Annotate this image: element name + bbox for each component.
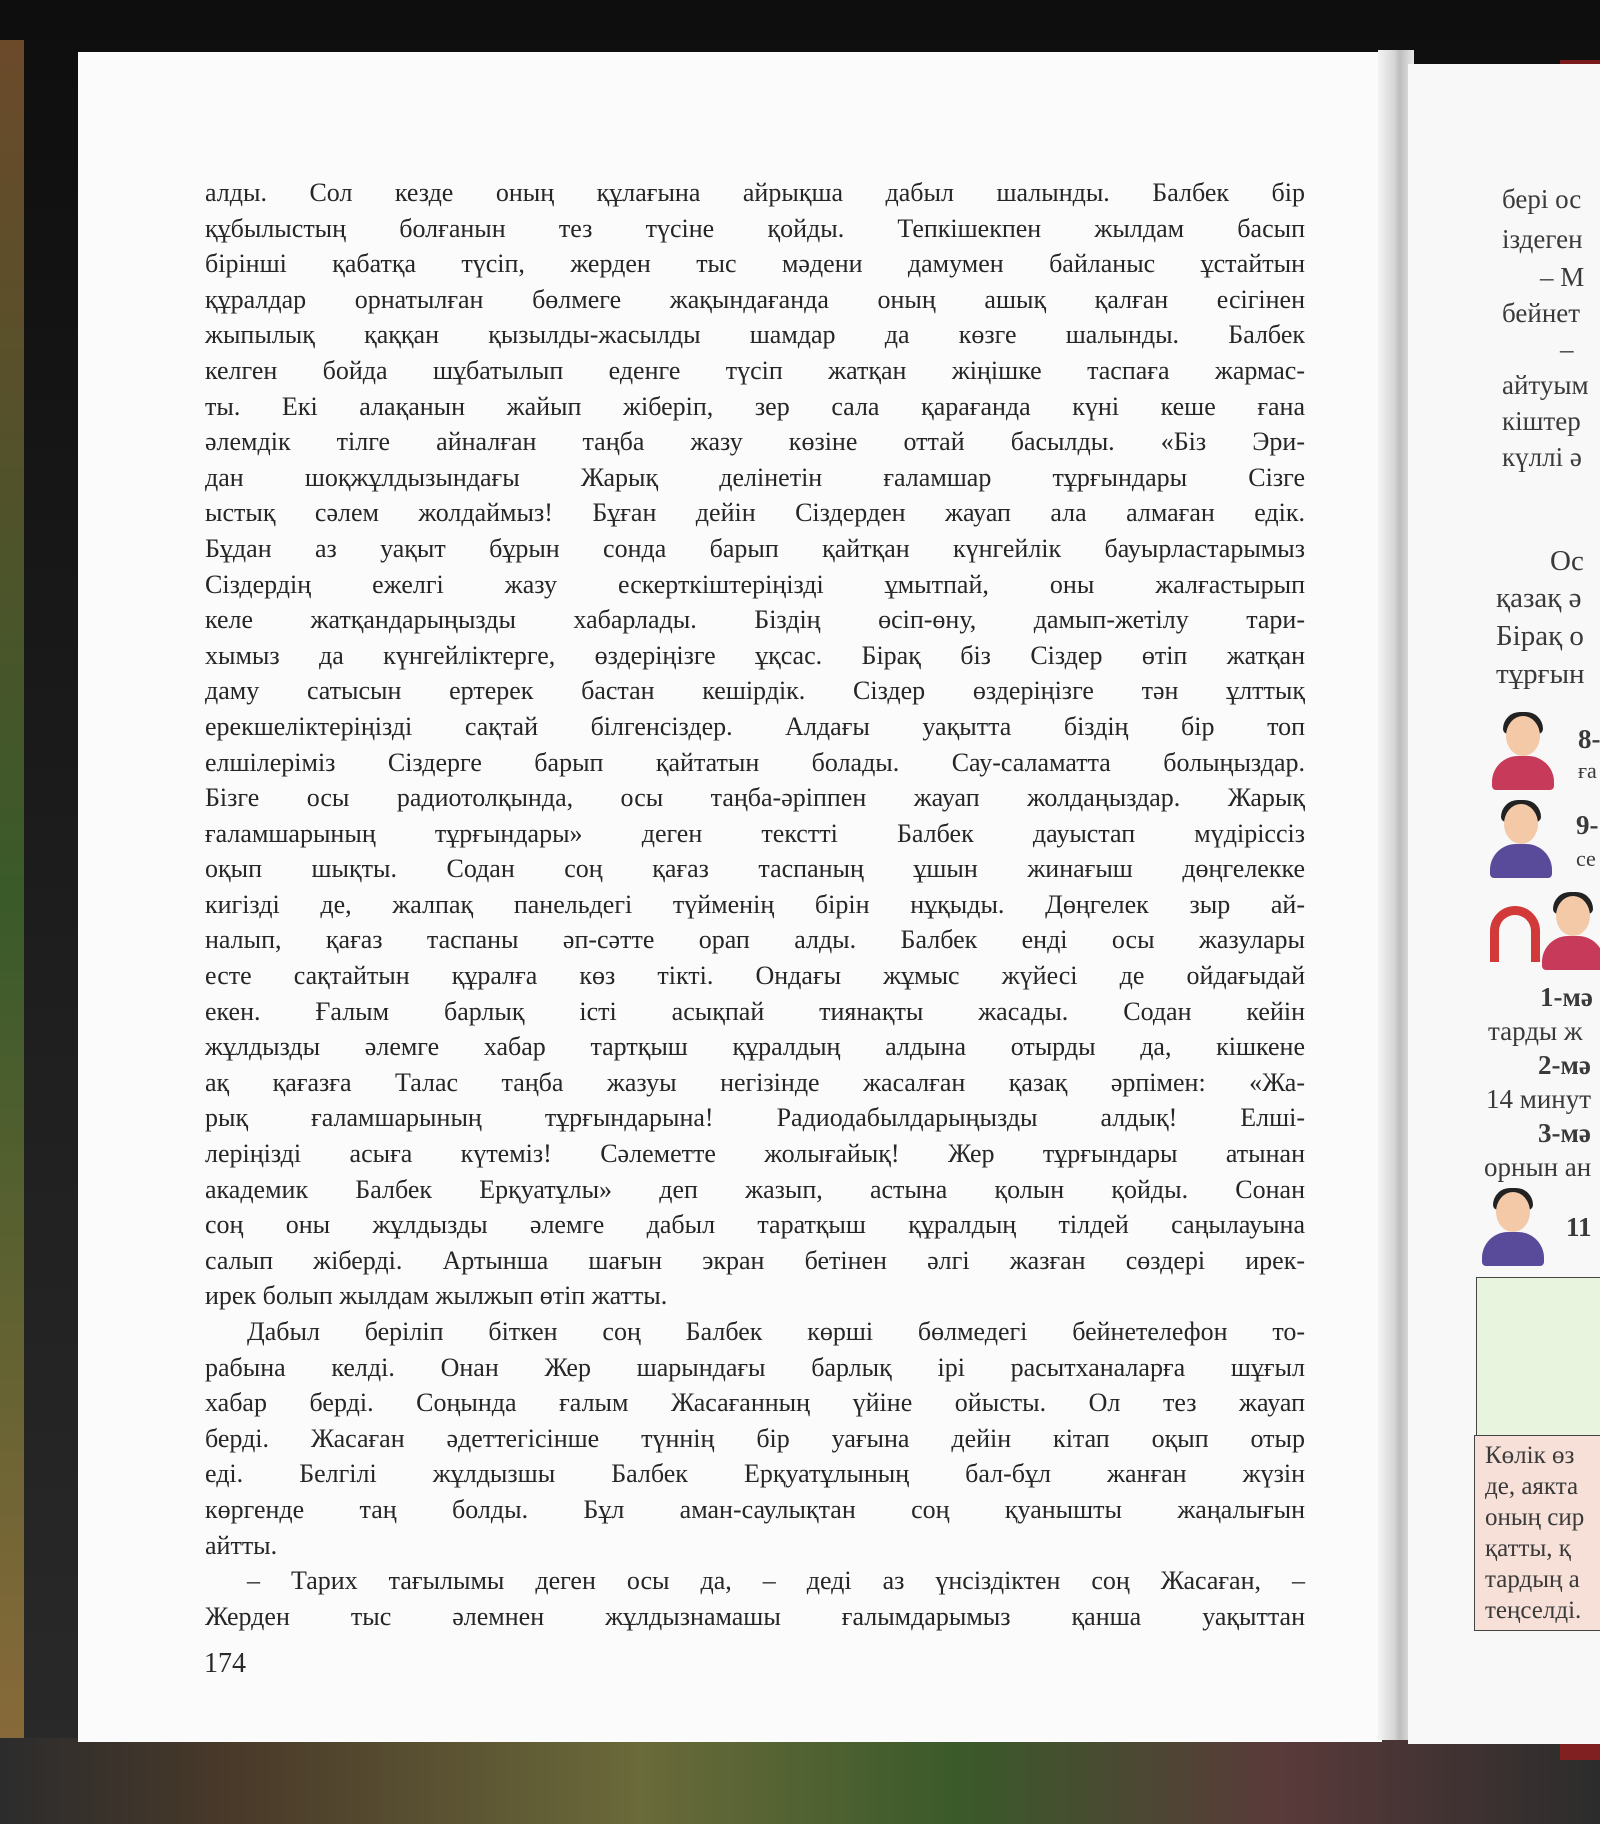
text-line: академик Балбек Ерқуатұлы» деп жазып, астына қолын қойды. Сонан [205,1174,1305,1204]
girl-avatar-icon [1490,712,1556,790]
text-line: еді. Белгілі жұлдызшы Балбек Ерқуатұлының бал-бұл жанған жүзін [205,1459,1305,1489]
right-text-line: кіштер [1502,406,1581,436]
task-label: 1-мә [1540,982,1593,1012]
info-box-pink [1474,1435,1600,1631]
text-line: ты. Екі алақанын жайып жіберіп, зер сала қарағанда күні кеше ғана [205,391,1305,421]
text-line: Бұдан аз уақыт бұрын сонда барып қайтқан күнгейлік бауырластарымыз [205,533,1305,563]
right-text-line: – М [1540,262,1585,292]
text-line: келген бойда шұбатылып еденге түсіп жатқан жіңішке таспаға жармас- [205,355,1305,385]
text-line: құбылыстың болғанын тез түсіне қойды. Тепкішекпен жылдам басып [205,213,1305,243]
text-line: хабар берді. Соңында ғалым Жасағанның үйіне ойысты. Ол тез жауап [205,1388,1305,1418]
book-cover-edge-bottom [0,1738,1600,1824]
task-number: 8- [1578,724,1600,754]
text-line: оқып шықты. Содан соң қағаз таспаның ұшын жинағыш дөңгелекке [205,854,1305,884]
text-line: алды. Сол кезде оның құлағына айрықша дабыл шалынды. Балбек бір [205,178,1305,207]
right-text-line: іздеген [1502,224,1583,254]
text-line: кигізді де, жалпақ панельдегі түйменің бірін нұқыды. Дөңгелек зыр ай- [205,889,1305,919]
right-text-line: Ос [1550,545,1584,577]
info-box-green [1476,1277,1600,1437]
text-line: даму сатысын ертерек бастан кешірдік. Сіздер өздеріңізге тән ұлттық [205,676,1305,706]
box-text-line: Көлік өз [1485,1442,1575,1469]
task-text: ға [1578,758,1597,783]
text-line: ақ қағазға Талас таңба жазуы негізінде жасалған қазақ әрпімен: «Жа- [205,1067,1305,1097]
page-number: 174 [204,1648,246,1679]
task-text: се [1576,846,1596,871]
text-line: налып, қағаз таспаны әп-сәтте орап алды. Балбек енді осы жазулары [205,925,1305,955]
text-line: елшілеріміз Сіздерге барып қайтатын болады. Сау-саламатта болыңыздар. [205,747,1305,777]
text-line: рабына келді. Онан Жер шарындағы барлық ірі расытханаларға шұғыл [205,1352,1305,1382]
right-text-line: тұрғын [1496,658,1585,690]
text-line: хымыз да күнгейліктерге, өздеріңізге ұқсас. Бірақ біз Сіздер өтіп жатқан [205,640,1305,670]
main-text-body [205,175,1305,1634]
text-line: Сіздердің ежелгі жазу ескерткіштеріңізді ұмытпай, оны жалғастырып [205,569,1305,599]
right-text-line: – [1560,334,1574,364]
text-line: ерекшеліктеріңізді сақтай білгенсіздер. Алдағы уақытта біздің бір топ [205,711,1305,741]
right-text-line: айтуым [1502,370,1589,400]
box-text-line: де, аякта [1485,1473,1579,1500]
text-line: жыпылық қаққан қызылды-жасылды шамдар да көзге шалынды. Балбек [205,320,1305,350]
text-line: ыстық сәлем жолдаймыз! Бұған дейін Сіздерден жауап ала алмаған едік. [205,498,1305,528]
text-line: Жерден тыс әлемнен жұлдызнамашы ғалымдарымыз қанша уақыттан [205,1601,1305,1631]
text-line: салып жіберді. Артынша шағын экран бетінен әлгі жазған сөздері ирек- [205,1245,1305,1275]
text-line: әлемдік тілге айналған таңба жазу көзіне оттай басылды. «Біз Эри- [205,427,1305,457]
text-line: Дабыл беріліп біткен соң Балбек көрші бөлмедегі бейнетелефон то- [247,1317,1305,1346]
boy-avatar-icon [1480,1188,1546,1266]
task-label: 2-мә [1538,1050,1591,1080]
task-label: 3-мә [1538,1118,1591,1148]
text-line: – Тарих тағылымы деген осы да, – деді аз үнсіздіктен соң Жасаған, – [247,1566,1305,1596]
task-text: 14 минут [1486,1084,1592,1114]
text-line: рық ғаламшарының тұрғындарына! Радиодабылдарыңызды алдық! Елші- [205,1103,1305,1133]
book-cover-edge-left [0,40,24,1760]
right-text-line: қазақ ә [1496,582,1582,614]
text-line: жұлдызды әлемге хабар тартқыш құралдың алдына отырды да, кішкене [205,1032,1305,1062]
text-line: көргенде таң болды. Бұл аман-саулықтан соң қуанышты жаңалығын [205,1494,1305,1524]
boy-avatar-icon [1488,800,1554,878]
task-text: тарды ж [1488,1016,1583,1046]
task-number: 9- [1576,810,1599,840]
text-line: есте сақтайтын құралға көз тікті. Ондағы жұмыс жүйесі де ойдағыдай [205,961,1305,991]
box-text-line: оның сир [1485,1504,1585,1531]
girl-avatar-icon [1540,892,1600,970]
task-number: 11 [1566,1212,1592,1242]
text-line: ирек болып жылдам жылжып өтіп жатты. [205,1281,668,1311]
text-line: екен. Ғалым барлық істі асықпай тиянақты жасады. Содан кейін [205,996,1305,1026]
text-line: берді. Жасаған әдеттегісінше түннің бір уағына дейін кітап оқып отыр [205,1423,1305,1453]
text-line: құралдар орнатылған бөлмеге жақындағанда оның ашық қалған есігінен [205,284,1305,314]
box-text-line: тардың а [1485,1566,1580,1593]
text-line: бірінші қабатқа түсіп, жерден тыс мәдени дамумен байланыс ұстайтын [205,249,1305,279]
task-text: орнын ан [1484,1152,1592,1182]
text-line: келе жатқандарыңызды хабарлады. Біздің өсіп-өну, дамып-жетілу тари- [205,605,1305,635]
right-text-line: бейнет [1502,298,1581,328]
box-text-line: қатты, қ [1485,1535,1571,1562]
box-text-line: теңселді. [1485,1597,1582,1624]
right-text-line: күллі ә [1502,442,1582,472]
right-text-line: Бірақ о [1496,620,1584,652]
text-line: ғаламшарының тұрғындары» деген текстті Балбек дауыстап мүдіріссіз [205,818,1305,848]
text-line: айтты. [205,1530,278,1560]
text-line: Бізге осы радиотолқында, осы таңба-әріппен жауап жолдаңыздар. Жарық [205,783,1305,813]
text-line: леріңізді асыға күтеміз! Сәлеметте жолығайық! Жер тұрғындары атынан [205,1139,1305,1169]
text-line: соң оны жұлдызды әлемге дабыл таратқыш құралдың тілдей саңылауына [205,1210,1305,1240]
headphones-icon [1490,906,1540,962]
text-line: дан шоқжұлдызындағы Жарық делінетін ғаламшар тұрғындары Сізге [205,462,1305,492]
right-text-line: бері ос [1502,184,1582,214]
